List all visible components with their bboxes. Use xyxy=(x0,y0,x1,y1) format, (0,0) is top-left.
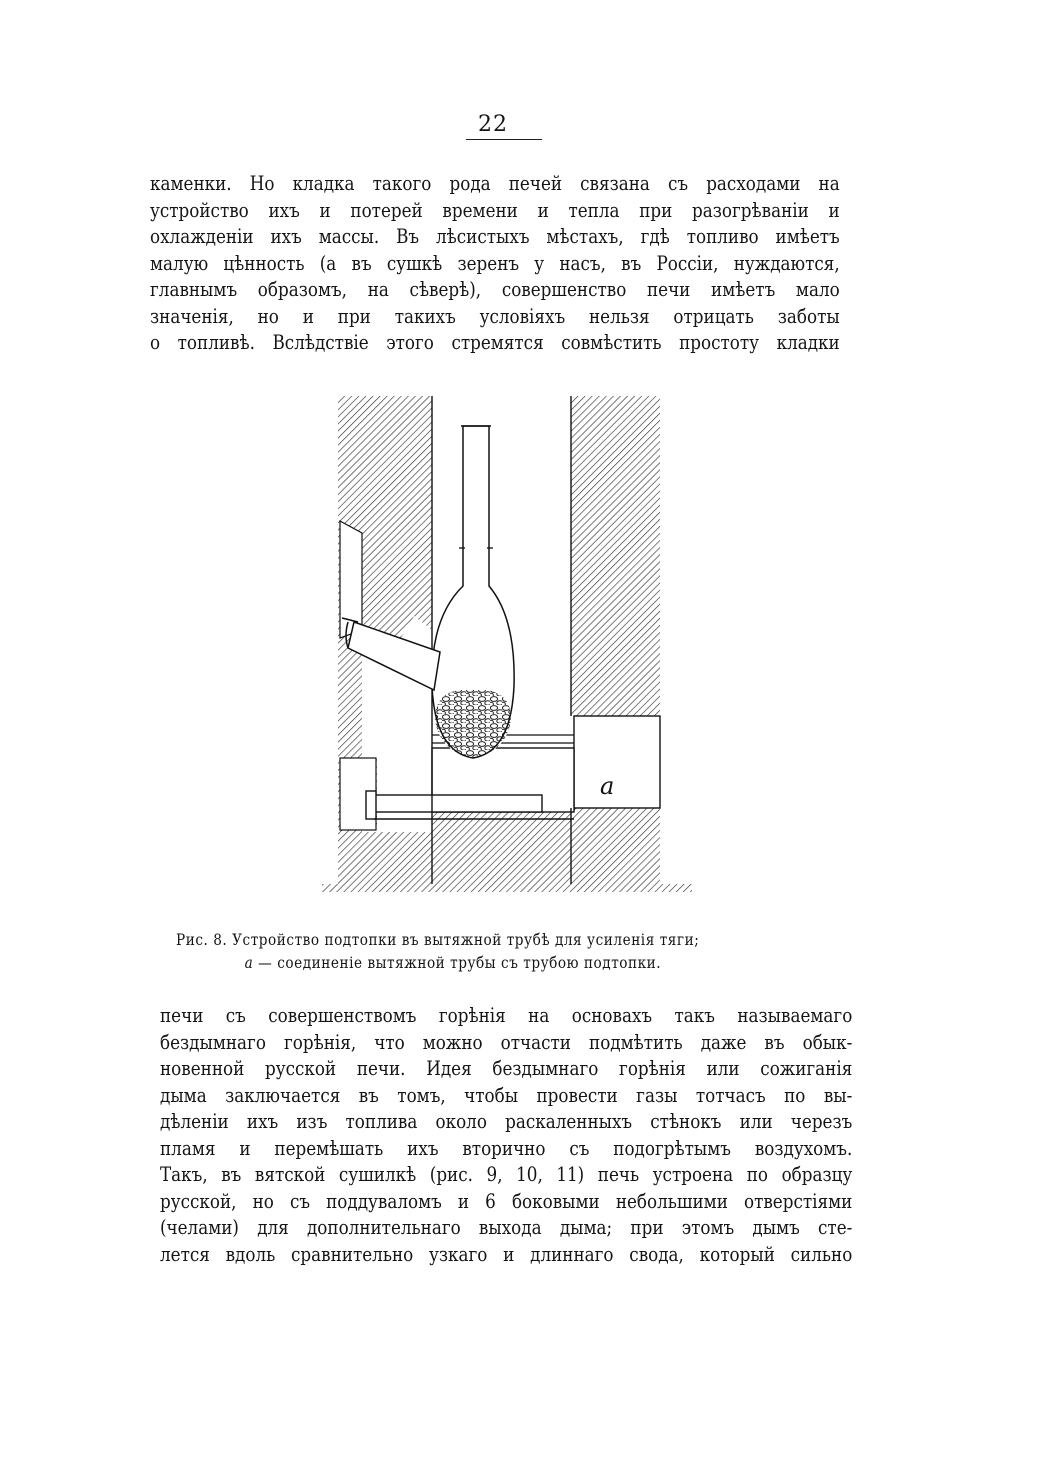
text-line: печи съ совершенствомъ горѣнія на основахъ такъ называемаго xyxy=(160,1004,853,1027)
text-line: бездымнаго горѣнія, что можно отчасти подмѣтить даже въ обык- xyxy=(160,1030,853,1054)
text-line: каменки. Но кладка такого рода печей связана съ расходами на xyxy=(150,172,840,195)
text-line: значенія, но и при такихъ условіяхъ нельзя отрицать заботы xyxy=(150,304,840,328)
text-line: охлажденіи ихъ массы. Въ лѣсистыхъ мѣстахъ, гдѣ топливо имѣетъ xyxy=(150,225,840,248)
page-number-rule xyxy=(466,139,542,140)
figure-caption xyxy=(176,929,845,975)
caption-text: — соединеніе вытяжной трубы съ трубою подтопки. xyxy=(258,954,662,972)
text-line: дѣленіи ихъ изъ топлива около раскаленныхъ стѣнокъ или черезъ xyxy=(160,1110,853,1133)
text-line: малую цѣнность (а въ сушкѣ зеренъ у насъ, въ Россіи, нуждаются, xyxy=(150,251,840,275)
text-line: главнымъ образомъ, на сѣверѣ), совершенство печи имѣетъ мало xyxy=(150,278,840,301)
text-line: пламя и перемѣшать ихъ вторично съ подогрѣтымъ воздухомъ. xyxy=(160,1136,853,1160)
figure-label-a: a xyxy=(600,772,615,800)
text-line: Такъ, въ вятской сушилкѣ (рис. 9, 10, 11) печь устроена по образцу xyxy=(160,1163,853,1186)
connection-duct xyxy=(574,716,660,808)
caption-line xyxy=(176,952,845,975)
text-line: о топливѣ. Вслѣдствіе этого стремятся совмѣстить простоту кладки xyxy=(150,331,840,354)
text-line: устройство ихъ и потерей времени и тепла при разогрѣваніи и xyxy=(150,198,840,222)
caption-letter: a xyxy=(244,954,254,972)
text-line: дыма заключается въ томъ, чтобы провести газы тотчасъ по вы- xyxy=(160,1083,853,1107)
text-line: (челами) для дополнительнаго выхода дыма; при этомъ дымъ сте- xyxy=(160,1216,853,1239)
glass-flask xyxy=(432,426,514,760)
figure-stove-diagram xyxy=(322,390,698,910)
paragraph-bottom xyxy=(160,1003,852,1268)
text-line: лется вдоль сравнительно узкаго и длиннаго свода, который сильно xyxy=(160,1242,853,1266)
paragraph-top xyxy=(150,171,840,357)
text-line: русской, но съ поддуваломъ и 6 боковыми небольшими отверстіями xyxy=(160,1189,853,1213)
caption-line: Рис. 8. Устройство подтопки въ вытяжной трубѣ для усиленія тяги; xyxy=(176,931,700,949)
page-number: 22 xyxy=(478,112,508,137)
text-line: новенной русской печи. Идея бездымнаго горѣнія или сожиганія xyxy=(160,1057,853,1080)
